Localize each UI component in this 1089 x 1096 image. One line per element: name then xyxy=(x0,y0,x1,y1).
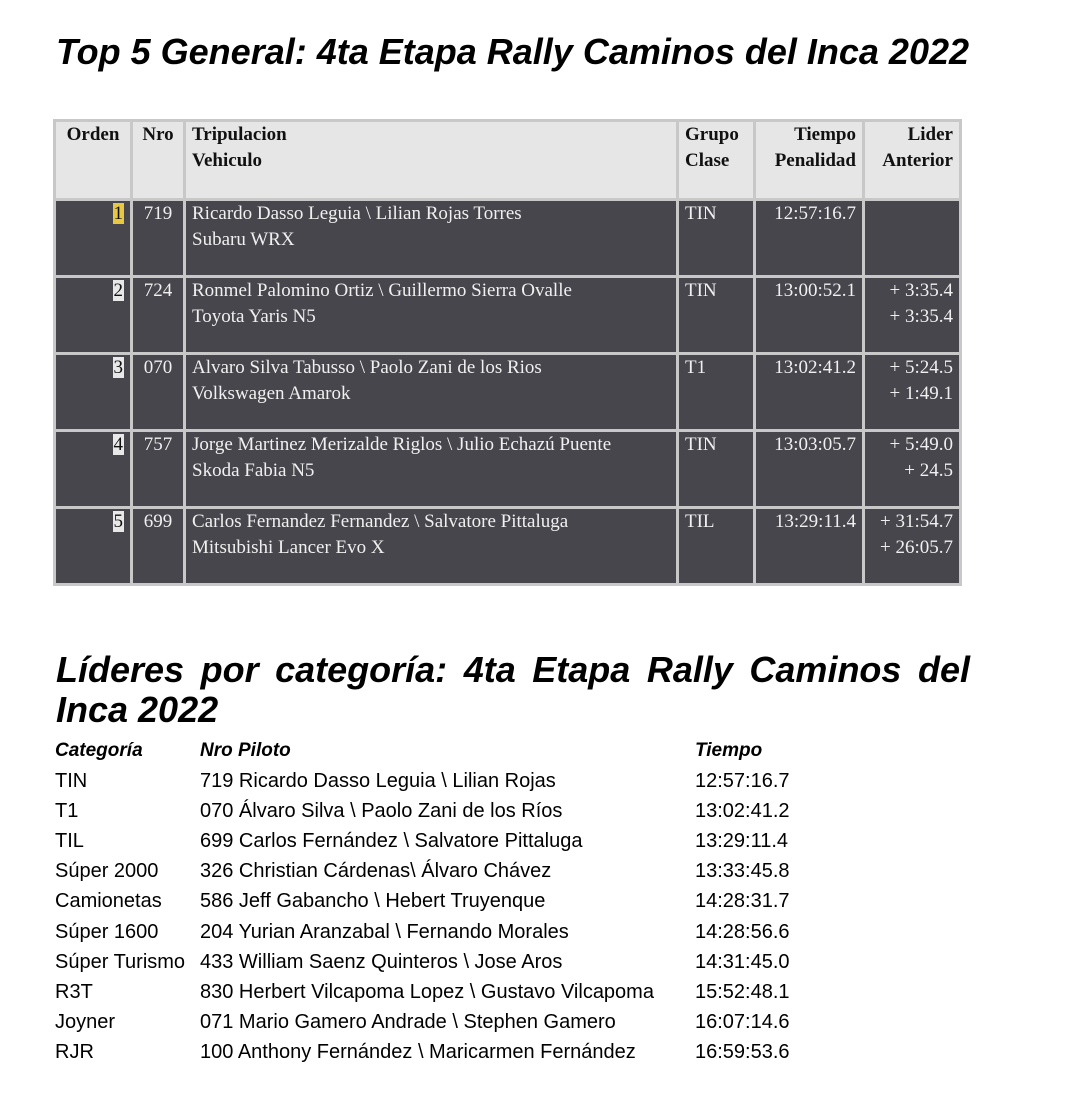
cell-tiempo: 15:52:48.1 xyxy=(695,980,790,1003)
results-row xyxy=(55,277,961,354)
crew-names: Carlos Fernandez Fernandez \ Salvatore Pittaluga xyxy=(192,511,569,532)
cell-tiempo: 13:29:11.4 xyxy=(695,829,789,852)
vehicle-name: Volkswagen Amarok xyxy=(192,383,351,404)
cell-piloto: 830 Herbert Vilcapoma Lopez \ Gustavo Vilcapoma xyxy=(200,980,654,1003)
results-row xyxy=(55,354,961,431)
results-title: Top 5 General: 4ta Etapa Rally Caminos del Inca 2022 xyxy=(56,31,970,72)
cell-piloto: 070 Álvaro Silva \ Paolo Zani de los Ríos xyxy=(200,799,563,822)
leader-row xyxy=(55,917,815,947)
cell-tripulacion xyxy=(185,277,678,354)
leader-row xyxy=(55,1038,815,1068)
cell-lider xyxy=(864,508,961,585)
cell-tiempo: 14:28:31.7 xyxy=(695,890,790,913)
crew-names: Alvaro Silva Tabusso \ Paolo Zani de los Rios xyxy=(192,357,542,378)
cell-tiempo: 13:02:41.2 xyxy=(755,354,864,431)
cell-tripulacion xyxy=(185,200,678,277)
results-row xyxy=(55,431,961,508)
cell-grupo: T1 xyxy=(678,354,755,431)
cell-categoria: R3T xyxy=(55,980,93,1003)
cell-piloto: 433 William Saenz Quinteros \ Jose Aros xyxy=(200,950,563,973)
cell-tripulacion xyxy=(185,508,678,585)
header-anterior-label: Anterior xyxy=(882,150,953,171)
gap-to-previous: + 3:35.4 xyxy=(889,306,953,327)
crew-names: Ricardo Dasso Leguia \ Lilian Rojas Torres xyxy=(192,203,522,224)
position-badge: 3 xyxy=(113,357,123,378)
cell-tripulacion xyxy=(185,354,678,431)
cell-lider xyxy=(864,431,961,508)
leaders-header-row xyxy=(55,736,815,766)
header-grupo xyxy=(678,121,755,200)
cell-tiempo: 12:57:16.7 xyxy=(695,769,790,792)
position-badge: 5 xyxy=(113,511,123,532)
cell-grupo: TIN xyxy=(678,200,755,277)
position-badge: 2 xyxy=(113,280,123,301)
header-grupo-label: Grupo xyxy=(685,124,739,145)
gap-to-leader: + 31:54.7 xyxy=(880,511,953,532)
cell-nro: 757 xyxy=(132,431,185,508)
cell-nro: 724 xyxy=(132,277,185,354)
cell-lider xyxy=(864,354,961,431)
header-lider xyxy=(864,121,961,200)
cell-orden xyxy=(55,508,132,585)
cell-categoria: Camionetas xyxy=(55,890,162,913)
header-clase-label: Clase xyxy=(685,150,730,171)
gap-to-previous: + 26:05.7 xyxy=(880,537,953,558)
leader-row xyxy=(55,796,815,826)
cell-tiempo: 13:29:11.4 xyxy=(755,508,864,585)
results-row xyxy=(55,200,961,277)
cell-piloto: 071 Mario Gamero Andrade \ Stephen Gamero xyxy=(200,1011,616,1034)
header-nro xyxy=(132,121,185,200)
cell-piloto: 204 Yurian Aranzabal \ Fernando Morales xyxy=(200,920,569,943)
cell-piloto: 586 Jeff Gabancho \ Hebert Truyenque xyxy=(200,890,546,913)
cell-orden xyxy=(55,200,132,277)
header-lider-label: Lider xyxy=(907,124,953,145)
leaders-title: Líderes por categoría: 4ta Etapa Rally Caminos del Inca 2022 xyxy=(56,649,970,730)
crew-names: Ronmel Palomino Ortiz \ Guillermo Sierra Ovalle xyxy=(192,280,572,301)
leader-row xyxy=(55,977,815,1007)
header-tripulacion xyxy=(185,121,678,200)
gap-to-leader: + 5:49.0 xyxy=(889,434,953,455)
cell-orden xyxy=(55,431,132,508)
leader-row xyxy=(55,766,815,796)
results-header-row xyxy=(55,121,961,200)
cell-categoria: Joyner xyxy=(55,1011,116,1034)
cell-categoria: RJR xyxy=(55,1041,94,1064)
cell-tiempo: 16:07:14.6 xyxy=(695,1011,790,1034)
cell-lider xyxy=(864,277,961,354)
gap-to-leader: + 3:35.4 xyxy=(889,280,953,301)
cell-grupo: TIN xyxy=(678,277,755,354)
cell-nro: 699 xyxy=(132,508,185,585)
header-categoria: Categoría xyxy=(55,740,143,761)
cell-tiempo: 16:59:53.6 xyxy=(695,1041,790,1064)
vehicle-name: Skoda Fabia N5 xyxy=(192,460,315,481)
gap-to-leader: + 5:24.5 xyxy=(889,357,953,378)
position-badge: 1 xyxy=(113,203,123,224)
cell-tripulacion xyxy=(185,431,678,508)
cell-piloto: 699 Carlos Fernández \ Salvatore Pittaluga xyxy=(200,829,583,852)
header-orden-label: Orden xyxy=(66,124,120,145)
leader-row xyxy=(55,1008,815,1038)
cell-grupo: TIL xyxy=(678,508,755,585)
cell-categoria: TIL xyxy=(55,829,84,852)
cell-tiempo: 14:28:56.6 xyxy=(695,920,790,943)
gap-to-previous: + 1:49.1 xyxy=(889,383,953,404)
header-tiempo-label: Tiempo xyxy=(794,124,856,145)
cell-tiempo: 13:02:41.2 xyxy=(695,799,790,822)
header-tripulacion-label: Tripulacion xyxy=(192,124,287,145)
header-tiempo xyxy=(755,121,864,200)
cell-tiempo: 14:31:45.0 xyxy=(695,950,790,973)
cell-piloto: 719 Ricardo Dasso Leguia \ Lilian Rojas xyxy=(200,769,556,792)
cell-categoria: Súper 2000 xyxy=(55,860,159,883)
results-row xyxy=(55,508,961,585)
header-nro-label: Nro xyxy=(142,124,174,145)
cell-orden xyxy=(55,354,132,431)
crew-names: Jorge Martinez Merizalde Riglos \ Julio Echazú Puente xyxy=(192,434,612,455)
cell-categoria: TIN xyxy=(55,769,88,792)
vehicle-name: Subaru WRX xyxy=(192,229,295,250)
vehicle-name: Mitsubishi Lancer Evo X xyxy=(192,537,385,558)
cell-piloto: 326 Christian Cárdenas\ Álvaro Chávez xyxy=(200,860,552,883)
category-leaders-table xyxy=(55,736,815,1068)
cell-piloto: 100 Anthony Fernández \ Maricarmen Fernández xyxy=(200,1041,636,1064)
cell-categoria: T1 xyxy=(55,799,79,822)
leader-row xyxy=(55,887,815,917)
cell-tiempo: 13:03:05.7 xyxy=(755,431,864,508)
leader-row xyxy=(55,857,815,887)
leader-row xyxy=(55,947,815,977)
header-orden xyxy=(55,121,132,200)
header-penalidad-label: Penalidad xyxy=(774,150,856,171)
cell-orden xyxy=(55,277,132,354)
header-piloto: Nro Piloto xyxy=(200,740,291,761)
vehicle-name: Toyota Yaris N5 xyxy=(192,306,316,327)
leader-row xyxy=(55,826,815,856)
header-vehiculo-label: Vehiculo xyxy=(192,150,263,171)
position-badge: 4 xyxy=(113,434,123,455)
cell-categoria: Súper 1600 xyxy=(55,920,159,943)
cell-tiempo: 12:57:16.7 xyxy=(755,200,864,277)
cell-lider xyxy=(864,200,961,277)
cell-tiempo: 13:00:52.1 xyxy=(755,277,864,354)
gap-to-previous: + 24.5 xyxy=(904,460,953,481)
cell-nro: 070 xyxy=(132,354,185,431)
cell-nro: 719 xyxy=(132,200,185,277)
cell-categoria: Súper Turismo xyxy=(55,950,186,973)
cell-grupo: TIN xyxy=(678,431,755,508)
header-tiempo: Tiempo xyxy=(695,740,763,761)
top5-results-table xyxy=(53,119,962,586)
cell-tiempo: 13:33:45.8 xyxy=(695,860,790,883)
